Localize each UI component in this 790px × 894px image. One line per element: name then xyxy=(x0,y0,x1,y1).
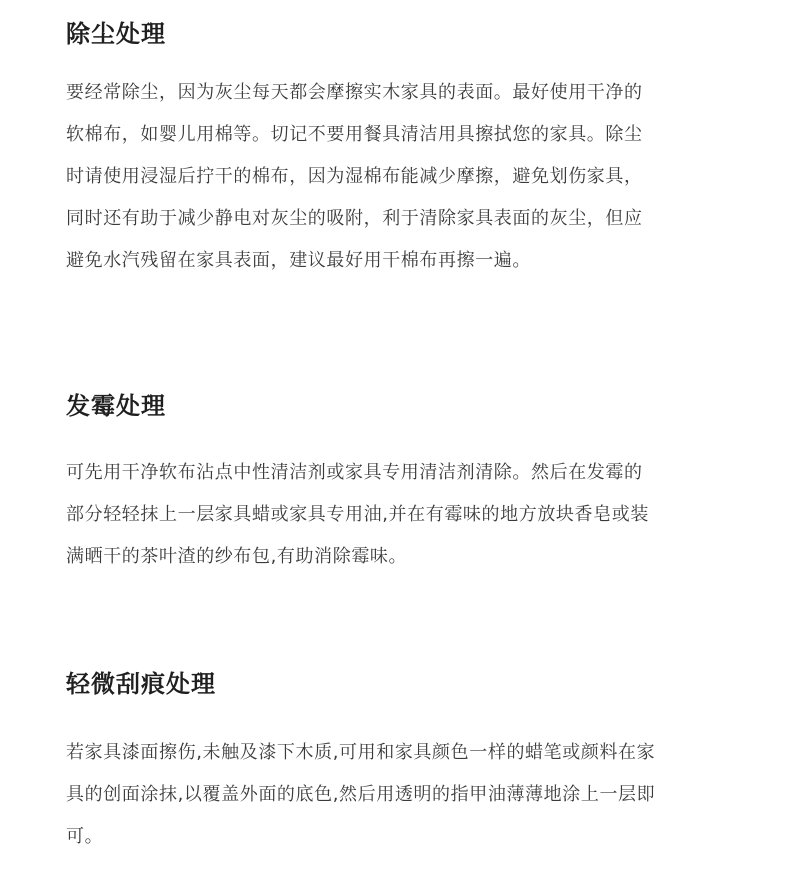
section-title: 除尘处理 xyxy=(66,20,166,48)
paragraph-line: 可。 xyxy=(66,826,104,847)
section-dust-removal xyxy=(66,16,750,282)
section-body xyxy=(66,452,750,578)
section-scratch-repair xyxy=(66,666,750,858)
paragraph-line: 部分轻轻抹上一层家具蜡或家具专用油,并在有霉味的地方放块香皂或装 xyxy=(66,504,649,525)
section-body xyxy=(66,732,750,858)
paragraph-line: 满晒干的茶叶渣的纱布包,有助消除霉味。 xyxy=(66,546,408,567)
paragraph-line: 可先用干净软布沾点中性清洁剂或家具专用清洁剂清除。然后在发霉的 xyxy=(66,462,643,483)
section-title: 轻微刮痕处理 xyxy=(66,670,216,698)
paragraph-line: 软棉布，如婴儿用棉等。切记不要用餐具清洁用具擦拭您的家具。除尘 xyxy=(66,124,643,145)
section-title: 发霉处理 xyxy=(66,392,166,420)
paragraph-line: 具的创面涂抹,以覆盖外面的底色,然后用透明的指甲油薄薄地涂上一层即 xyxy=(66,784,656,805)
paragraph-line: 要经常除尘，因为灰尘每天都会摩擦实木家具的表面。最好使用干净的 xyxy=(66,82,643,103)
paragraph-line: 若家具漆面擦伤,未触及漆下木质,可用和家具颜色一样的蜡笔或颜料在家 xyxy=(66,742,656,763)
section-mold-treatment xyxy=(66,388,750,578)
paragraph-line: 同时还有助于减少静电对灰尘的吸附，利于清除家具表面的灰尘，但应 xyxy=(66,208,643,229)
paragraph-line: 时请使用浸湿后拧干的棉布，因为湿棉布能减少摩擦，避免划伤家具， xyxy=(66,166,643,187)
paragraph-line: 避免水汽残留在家具表面，建议最好用干棉布再擦一遍。 xyxy=(66,250,531,271)
section-body xyxy=(66,72,750,282)
